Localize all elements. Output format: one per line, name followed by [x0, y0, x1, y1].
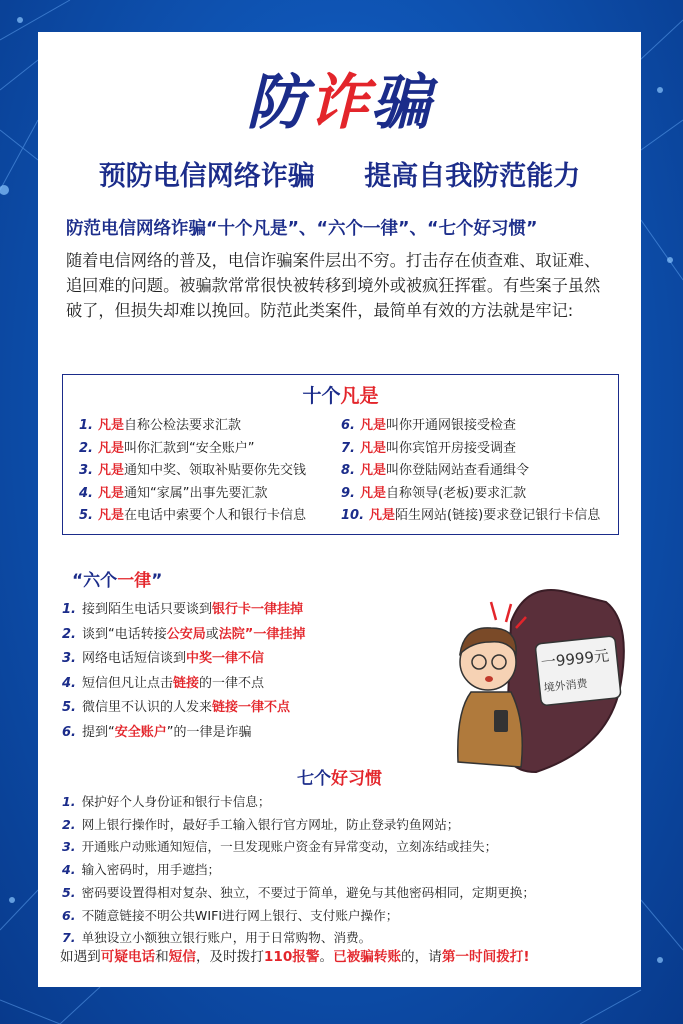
item-number: 5.: [62, 700, 76, 715]
item-number: 1.: [62, 602, 76, 617]
item-number: 1.: [79, 418, 93, 433]
fanshi-keyword: 凡是: [97, 463, 124, 478]
item-highlight: 公安局: [166, 626, 206, 642]
charge-note: 境外消费: [543, 676, 589, 695]
six-yilv-list: [62, 598, 305, 745]
item-highlight: 链接: [173, 675, 200, 691]
scam-victim-illustration: [416, 562, 631, 777]
item-text: 叫你登陆网站查看通缉令: [386, 463, 530, 478]
ten-fanshi-box: [62, 374, 619, 535]
item-text: ”的一律是诈骗: [166, 724, 252, 740]
item-number: 1.: [62, 794, 76, 809]
yilv-item: [62, 623, 305, 648]
item-text: 输入密码时，用手遮挡；: [81, 862, 221, 878]
item-highlight: 银行卡一律挂掉: [212, 602, 304, 617]
seven-habits-title: 七个好习惯: [297, 769, 382, 789]
yilv-item: [62, 672, 305, 697]
item-highlight: ”一律挂掉: [244, 626, 306, 642]
item-text: 叫你汇款到“安全账户”: [124, 440, 255, 456]
subtitle: [38, 154, 641, 193]
title-part3: 骗: [370, 68, 433, 138]
six-yilv-title: “六个一律”: [72, 571, 163, 591]
item-text: 接到陌生电话只要谈到: [81, 602, 212, 617]
habit-item: [62, 882, 535, 905]
item-number: 7.: [341, 440, 355, 456]
habit-item: [62, 791, 535, 814]
title-part1: 防: [246, 68, 309, 138]
fanshi-item: [79, 438, 306, 461]
fanshi-keyword: 凡是: [369, 508, 396, 523]
habit-item: [62, 814, 535, 837]
title-part2: 诈: [308, 68, 371, 138]
item-number: 6.: [62, 907, 76, 923]
fanshi-item: [341, 460, 600, 483]
poster-title: [38, 68, 641, 138]
ten-fanshi-title: 十个凡是: [302, 385, 379, 407]
yilv-item: [62, 721, 305, 746]
item-number: 4.: [79, 485, 93, 501]
fanshi-keyword: 凡是: [359, 440, 386, 456]
item-number: 8.: [341, 463, 355, 478]
item-text: 提到“: [81, 724, 115, 740]
fanshi-item: [79, 415, 306, 438]
item-text: 叫你宾馆开房接受调查: [386, 440, 517, 456]
fanshi-item: [341, 415, 600, 438]
item-number: 9.: [341, 485, 355, 501]
poster-card: [38, 32, 641, 987]
item-highlight: 中奖一律不信: [186, 651, 265, 666]
fanshi-keyword: 凡是: [359, 418, 386, 433]
item-text: 短信但凡让点击: [81, 675, 173, 691]
item-text: 自称公检法要求汇款: [124, 418, 242, 433]
item-number: 3.: [79, 463, 93, 478]
item-number: 5.: [62, 884, 76, 900]
fanshi-item: [341, 505, 600, 528]
item-number: 2.: [62, 626, 76, 642]
footer-advice: 如遇到可疑电话和短信，及时拨打110报警。已被骗转账的，请第一时间拨打!: [60, 949, 530, 965]
yilv-item: [62, 598, 305, 623]
intro-paragraph: 随着电信网络的普及，电信诈骗案件层出不穷。打击存在侦查难、取证难、追回难的问题。被骗款常常很快被转移到境外或被疯狂挥霍。有些案子虽然破了，但损失却难以挽回。防范此类案件，最简单有效的方法就是牢记:: [66, 251, 601, 320]
subtitle-right: 提高自我防范能力: [364, 161, 581, 192]
fanshi-keyword: 凡是: [97, 440, 124, 456]
habit-item: [62, 859, 535, 882]
item-text: 陌生网站(链接)要求登记银行卡信息: [395, 508, 601, 523]
item-text: 密码要设置得相对复杂、独立，不要过于简单，避免与其他密码相同，定期更换；: [81, 884, 535, 900]
ten-left-column: [79, 415, 306, 528]
fanshi-item: [341, 438, 600, 461]
fanshi-keyword: 凡是: [97, 508, 124, 523]
item-text: 或: [205, 626, 219, 642]
item-text: 开通账户动账通知短信，一旦发现账户资金有异常变动，立刻冻结或挂失；: [81, 839, 498, 855]
item-number: 2.: [79, 440, 93, 456]
item-number: 6.: [341, 418, 355, 433]
habit-item: [62, 836, 535, 859]
item-number: 10.: [341, 508, 365, 523]
habit-item: [62, 905, 535, 928]
fanshi-item: [79, 460, 306, 483]
item-number: 4.: [62, 862, 76, 878]
item-number: 4.: [62, 675, 76, 691]
item-number: 2.: [62, 816, 76, 832]
item-highlight: 安全账户: [114, 724, 167, 740]
yilv-item: [62, 647, 305, 672]
ten-right-column: [341, 415, 600, 528]
item-number: 7.: [62, 930, 76, 946]
item-highlight: 链接一律不点: [212, 700, 291, 715]
section-heading: 防范电信网络诈骗“十个凡是”、“六个一律”、“七个好习惯”: [66, 219, 538, 239]
subtitle-left: 预防电信网络诈骗: [98, 161, 315, 192]
fanshi-keyword: 凡是: [359, 463, 386, 478]
item-text: 自称领导(老板)要求汇款: [386, 485, 527, 501]
yilv-item: [62, 696, 305, 721]
item-text: 在电话中索要个人和银行卡信息: [124, 508, 307, 523]
item-highlight: 法院: [218, 626, 245, 642]
fanshi-item: [79, 505, 306, 528]
item-text: 保护好个人身份证和银行卡信息；: [81, 794, 271, 809]
seven-habits-list: [62, 791, 535, 950]
fanshi-keyword: 凡是: [97, 418, 124, 433]
item-number: 5.: [79, 508, 93, 523]
item-text: 通知中奖、领取补贴要你先交钱: [124, 463, 307, 478]
item-text: 的一律不点: [199, 675, 265, 691]
item-number: 3.: [62, 651, 76, 666]
item-number: 6.: [62, 724, 76, 740]
charge-amount: 一9999元: [540, 646, 610, 672]
item-text: 谈到“电话转接: [81, 626, 167, 642]
item-text: 叫你开通网银接受检查: [386, 418, 517, 433]
item-text: 网上银行操作时，最好手工输入银行官方网址，防止登录钓鱼网站；: [81, 816, 460, 832]
item-text: 单独设立小额独立银行账户，用于日常购物、消费。: [81, 930, 372, 946]
fanshi-item: [79, 483, 306, 506]
fanshi-item: [341, 483, 600, 506]
fanshi-keyword: 凡是: [97, 485, 124, 501]
item-text: 通知“家属”出事先要汇款: [124, 485, 268, 501]
item-text: 微信里不认识的人发来: [81, 700, 212, 715]
item-text: 不随意链接不明公共WIFI进行网上银行、支付账户操作；: [81, 907, 399, 923]
fanshi-keyword: 凡是: [359, 485, 386, 501]
item-number: 3.: [62, 839, 76, 855]
item-text: 网络电话短信谈到: [81, 651, 186, 666]
